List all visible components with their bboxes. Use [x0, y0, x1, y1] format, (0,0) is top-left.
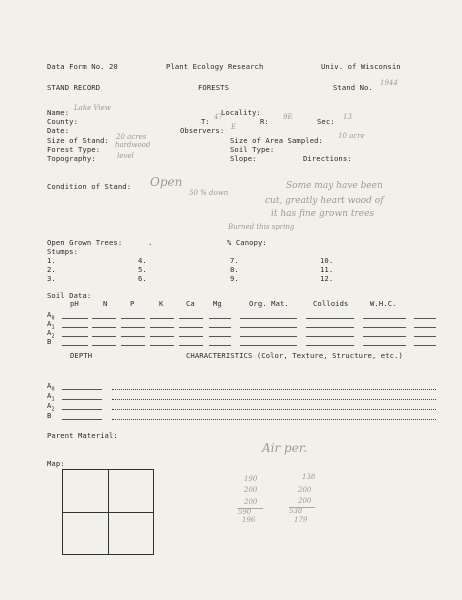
topography-value: level: [117, 152, 134, 160]
soil-entry-line: [62, 327, 88, 328]
organization: Plant Ecology Research: [166, 62, 264, 71]
soil-entry-line: [150, 336, 174, 337]
stump-2: 2.: [47, 265, 56, 274]
soil-entry-line: [363, 345, 406, 346]
soil-entry-line: [62, 318, 88, 319]
soil-row-a0: $A_0$: [47, 310, 55, 322]
char-dots-b: [112, 419, 436, 420]
county-label: County:: [47, 117, 78, 126]
soil-entry-line: [306, 336, 354, 337]
r-label: R:: [260, 117, 269, 126]
note-c1-1: 200: [244, 486, 258, 494]
stump-5: 5.: [138, 265, 147, 274]
condition-note-4: Burned this spring: [228, 223, 295, 231]
char-row-a0: $A_0$: [47, 381, 55, 393]
stump-7: 7.: [230, 256, 239, 265]
col-whc: W.H.C.: [370, 299, 397, 308]
soil-entry-line: [240, 318, 297, 319]
stump-8: 8.: [230, 265, 239, 274]
depth-line-a2: [62, 409, 102, 410]
note-c2-3: 538: [289, 507, 303, 515]
col-p: P: [130, 299, 135, 308]
col-n: N: [103, 299, 108, 308]
soil-entry-line: [306, 345, 354, 346]
open-grown-label: Open Grown Trees:: [47, 238, 123, 247]
stump-1: 1.: [47, 256, 56, 265]
note-c2-4: 179: [294, 516, 308, 524]
notes-title: Air per.: [262, 441, 308, 455]
note-c1-4: 196: [242, 516, 256, 524]
note-c2-0: 138: [302, 473, 316, 481]
soil-entry-line: [414, 327, 436, 328]
soil-entry-line: [414, 318, 436, 319]
note-c1-0: 190: [244, 475, 258, 483]
soil-entry-line: [121, 336, 145, 337]
depth-label: DEPTH: [70, 351, 93, 360]
canopy-label: % Canopy:: [227, 238, 267, 247]
forests-heading: FORESTS: [198, 83, 229, 92]
soil-row-a2: $A_2$: [47, 328, 55, 340]
soil-data-label: Soil Data:: [47, 291, 92, 300]
depth-line-b: [62, 419, 102, 420]
size-area-value: 10 acre: [338, 132, 365, 140]
stump-4: 4.: [138, 256, 147, 265]
size-stand-value: 20 acres: [116, 133, 147, 141]
condition-note-1: Some may have been: [286, 181, 383, 191]
soil-type-label: Soil Type:: [230, 145, 275, 154]
soil-entry-line: [240, 327, 297, 328]
forest-type-value: hardwood: [115, 141, 151, 149]
soil-entry-line: [240, 345, 297, 346]
note-c2-1: 200: [298, 486, 312, 494]
condition-note-open: Open: [150, 175, 183, 189]
stump-6: 6.: [138, 274, 147, 283]
soil-entry-line: [179, 345, 203, 346]
depth-line-a1: [62, 399, 102, 400]
soil-entry-line: [92, 345, 116, 346]
char-dots-a0: [112, 389, 436, 390]
condition-note-2: cut, greatly heart wood of: [265, 196, 384, 206]
note-c1-3: 590: [238, 508, 252, 516]
map-horizontal-divider: [63, 512, 153, 513]
col-ph: pH: [70, 299, 79, 308]
size-area-label: Size of Area Sampled:: [230, 136, 323, 145]
soil-entry-line: [62, 345, 88, 346]
soil-entry-line: [414, 336, 436, 337]
soil-entry-line: [121, 327, 145, 328]
condition-note-down: 50 % down: [189, 189, 229, 197]
soil-row-a1: $A_1$: [47, 319, 55, 331]
soil-entry-line: [179, 327, 203, 328]
soil-entry-line: [306, 318, 354, 319]
name-label: Name:: [47, 108, 70, 117]
soil-entry-line: [179, 318, 203, 319]
soil-entry-line: [414, 345, 436, 346]
soil-entry-line: [92, 327, 116, 328]
map-label: Map:: [47, 459, 65, 468]
form-number: Data Form No. 20: [47, 62, 118, 71]
col-colloids: Colloids: [313, 299, 349, 308]
soil-entry-line: [150, 327, 174, 328]
soil-entry-line: [209, 327, 231, 328]
soil-entry-line: [121, 318, 145, 319]
soil-entry-line: [62, 336, 88, 337]
soil-entry-line: [363, 336, 406, 337]
stump-9: 9.: [230, 274, 239, 283]
stump-12: 12.: [320, 274, 334, 283]
directions-label: Directions:: [303, 154, 352, 163]
soil-entry-line: [363, 327, 406, 328]
record-type: STAND RECORD: [47, 83, 101, 92]
soil-entry-line: [92, 336, 116, 337]
soil-entry-line: [150, 345, 174, 346]
sec-label: Sec:: [317, 117, 335, 126]
stand-no-value: 1944: [380, 79, 398, 87]
t-label: T:: [201, 117, 210, 126]
soil-entry-line: [306, 327, 354, 328]
forest-type-label: Forest Type:: [47, 145, 101, 154]
characteristics-label: CHARACTERISTICS (Color, Texture, Structure, etc.): [186, 351, 403, 360]
condition-note-3: it has fine grown trees: [271, 209, 375, 219]
soil-entry-line: [92, 318, 116, 319]
note-c1-2: 200: [244, 498, 258, 506]
soil-entry-line: [240, 336, 297, 337]
stump-10: 10.: [320, 256, 334, 265]
soil-entry-line: [150, 318, 174, 319]
topography-label: Topography:: [47, 154, 96, 163]
char-row-a2: $A_2$: [47, 401, 55, 413]
stump-3: 3.: [47, 274, 56, 283]
char-row-b: B: [47, 411, 52, 420]
soil-entry-line: [209, 336, 231, 337]
university: Univ. of Wisconsin: [321, 62, 401, 71]
soil-entry-line: [121, 345, 145, 346]
soil-entry-line: [209, 318, 231, 319]
locality-label: Locality:: [221, 108, 261, 117]
note-c2-2: 200: [298, 497, 312, 505]
open-grown-mark: .: [148, 238, 153, 247]
col-mg: Mg: [213, 299, 222, 308]
r-value: 9E: [283, 113, 293, 121]
name-value: Lake View: [74, 104, 111, 112]
char-row-a1: $A_1$: [47, 391, 55, 403]
observers-value: E: [231, 123, 237, 131]
col-k: K: [159, 299, 164, 308]
stumps-label: Stumps:: [47, 247, 78, 256]
stand-no-label: Stand No.: [333, 83, 373, 92]
soil-entry-line: [363, 318, 406, 319]
stump-11: 11.: [320, 265, 334, 274]
char-dots-a1: [112, 399, 436, 400]
date-label: Date:: [47, 126, 70, 135]
t-value: 47: [214, 113, 223, 121]
soil-entry-line: [209, 345, 231, 346]
condition-label: Condition of Stand:: [47, 182, 132, 191]
map-box: [62, 469, 154, 555]
depth-line-a0: [62, 389, 102, 390]
observers-label: Observers:: [180, 126, 225, 135]
size-stand-label: Size of Stand:: [47, 136, 109, 145]
col-ca: Ca: [186, 299, 195, 308]
sec-value: 13: [343, 113, 352, 121]
parent-material-label: Parent Material:: [47, 431, 118, 440]
soil-row-b: B: [47, 337, 52, 346]
soil-entry-line: [179, 336, 203, 337]
col-org-mat: Org. Mat.: [249, 299, 289, 308]
char-dots-a2: [112, 409, 436, 410]
slope-label: Slope:: [230, 154, 257, 163]
